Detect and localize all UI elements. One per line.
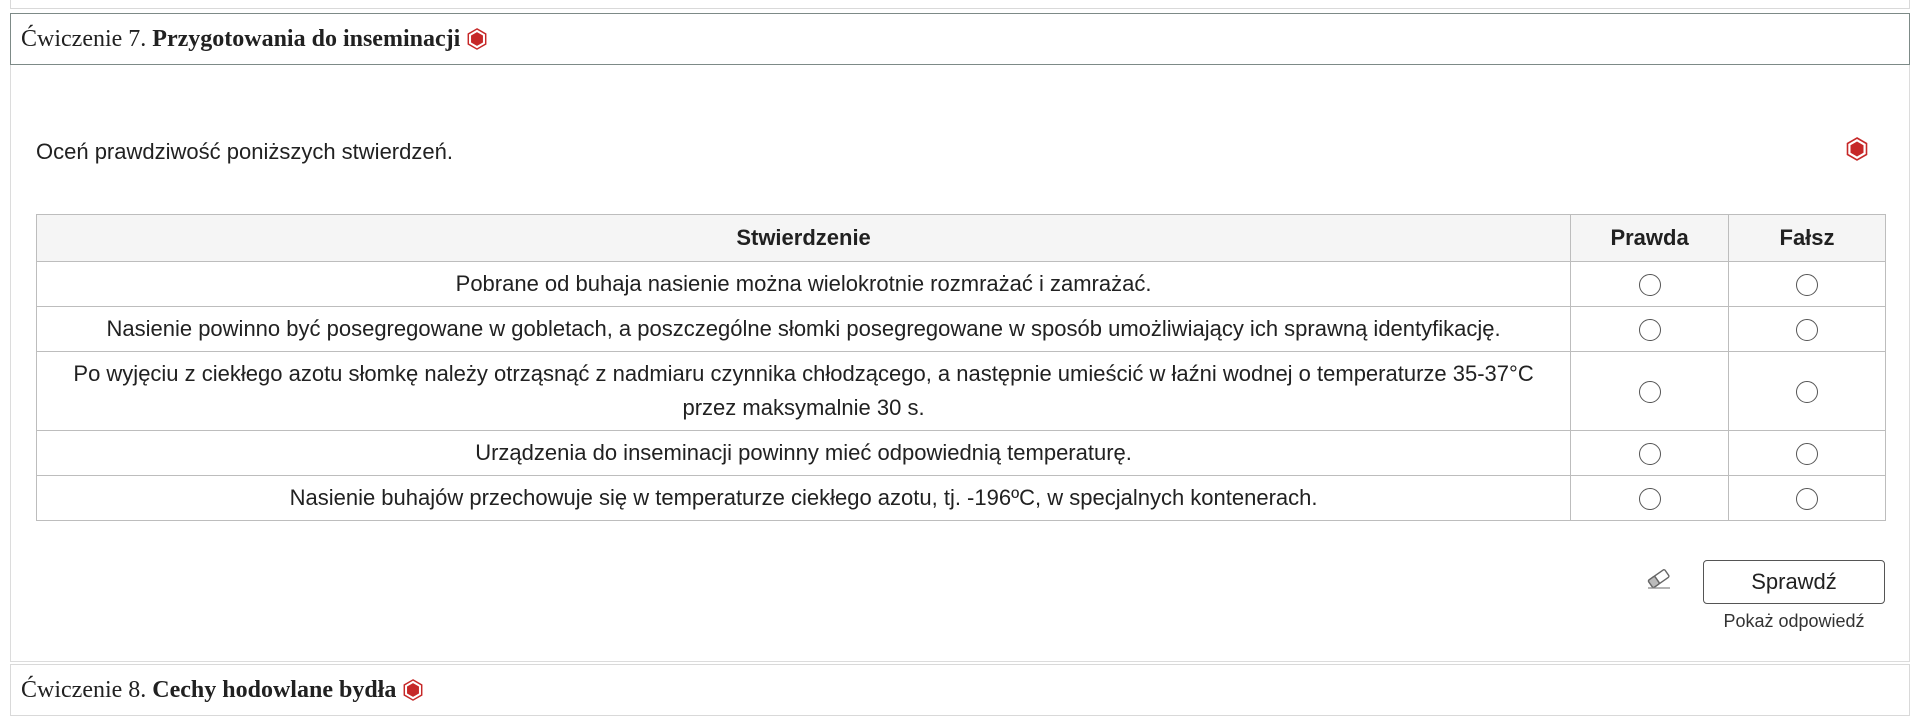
false-radio[interactable] (1796, 319, 1818, 341)
table-row (37, 352, 1886, 431)
true-radio[interactable] (1639, 381, 1661, 403)
check-button[interactable]: Sprawdź (1703, 560, 1885, 604)
true-radio[interactable] (1639, 319, 1661, 341)
false-cell (1729, 352, 1886, 431)
exercise-8-title: Cechy hodowlane bydła (152, 676, 397, 703)
hexagon-icon (1845, 137, 1869, 161)
false-cell (1729, 476, 1886, 521)
true-radio[interactable] (1639, 488, 1661, 510)
true-cell (1571, 352, 1729, 431)
exercise-8-header[interactable] (10, 664, 1910, 716)
table-row (37, 431, 1886, 476)
instruction-text: Oceń prawdziwość poniższych stwierdzeń. (36, 139, 453, 164)
statement-cell: Nasienie powinno być posegregowane w gobletach, a poszczególne słomki posegregowane w sposób umożliwiający ich sprawną identyfikację. (37, 307, 1571, 352)
show-answer-link[interactable]: Pokaż odpowiedź (1723, 611, 1865, 631)
false-radio[interactable] (1796, 443, 1818, 465)
false-cell (1729, 307, 1886, 352)
table-header-row (37, 215, 1886, 262)
true-cell (1571, 262, 1729, 307)
previous-section-edge (10, 0, 1910, 9)
false-radio[interactable] (1796, 488, 1818, 510)
true-radio[interactable] (1639, 274, 1661, 296)
hexagon-icon (402, 679, 424, 701)
hexagon-icon (466, 28, 488, 50)
exercise-7-title: Przygotowania do inseminacji (152, 25, 461, 52)
column-header-false: Fałsz (1729, 215, 1886, 262)
false-cell (1729, 262, 1886, 307)
table-row (37, 262, 1886, 307)
exercise-8-number: Ćwiczenie 8. (21, 676, 147, 703)
statement-cell: Po wyjęciu z ciekłego azotu słomkę należy otrząsnąć z nadmiaru czynnika chłodzącego, a następnie umieścić w łaźni wodnej o temperaturze 35-37°C przez maksymalnie 30 s. (37, 352, 1571, 431)
false-cell (1729, 431, 1886, 476)
exercise-7-number: Ćwiczenie 7. (21, 25, 147, 52)
table-row (37, 307, 1886, 352)
statement-cell: Urządzenia do inseminacji powinny mieć odpowiednią temperaturę. (37, 431, 1571, 476)
true-false-table (36, 214, 1886, 521)
false-radio[interactable] (1796, 274, 1818, 296)
false-radio[interactable] (1796, 381, 1818, 403)
statement-cell: Nasienie buhajów przechowuje się w temperaturze ciekłego azotu, tj. -196ºC, w specjalnych kontenerach. (37, 476, 1571, 521)
true-radio[interactable] (1639, 443, 1661, 465)
exercise-7-body (10, 65, 1910, 662)
true-cell (1571, 307, 1729, 352)
column-header-true: Prawda (1571, 215, 1729, 262)
exercise-7-header[interactable] (10, 13, 1910, 65)
statement-cell: Pobrane od buhaja nasienie można wielokrotnie rozmrażać i zamrażać. (37, 262, 1571, 307)
column-header-statement: Stwierdzenie (37, 215, 1571, 262)
table-row (37, 476, 1886, 521)
true-cell (1571, 476, 1729, 521)
true-cell (1571, 431, 1729, 476)
eraser-icon[interactable] (1645, 568, 1673, 590)
